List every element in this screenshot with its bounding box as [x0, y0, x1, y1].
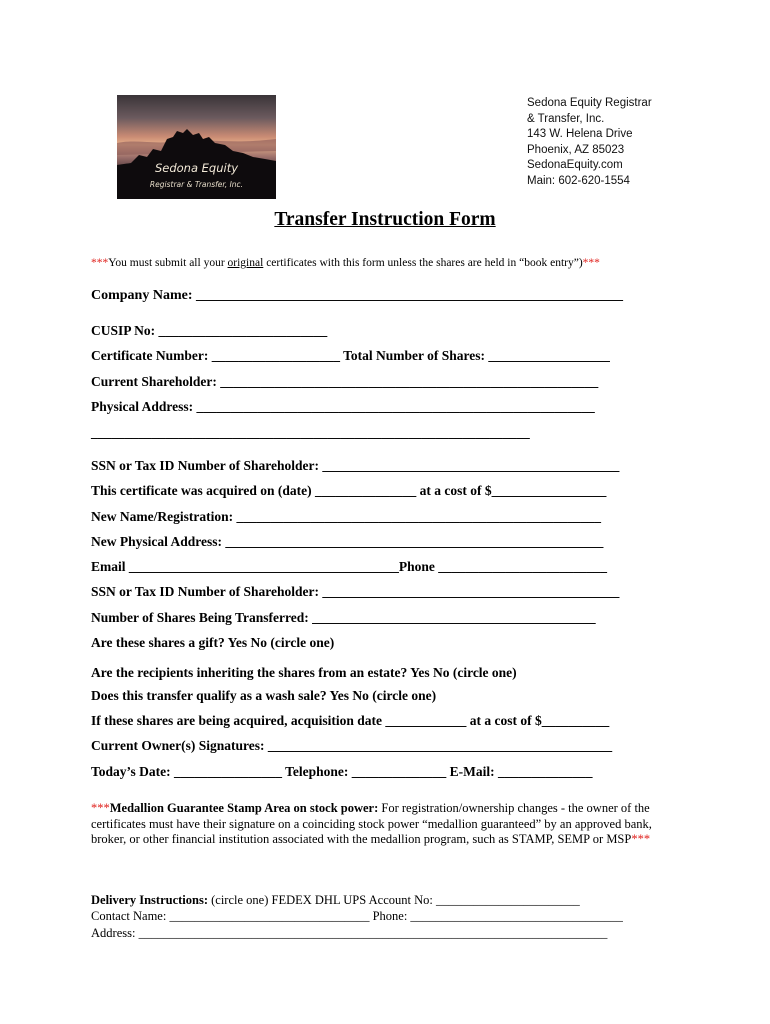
delivery-label: Delivery Instructions: — [91, 893, 208, 907]
current-shareholder-field[interactable]: Current Shareholder: ________________________________________________________ — [91, 374, 599, 389]
acquired-date-field[interactable]: This certificate was acquired on (date) _______________ at a cost of $_________________ — [91, 483, 607, 498]
gift-question[interactable]: Are these shares a gift? Yes No (circle one) — [91, 635, 335, 650]
address-line: Phoenix, AZ 85023 — [527, 143, 625, 156]
acquisition-date-field[interactable]: If these shares are being acquired, acquisition date ____________ at a cost of $__________ — [91, 713, 610, 728]
page-title: Transfer Instruction Form — [274, 209, 496, 230]
contact-name-field[interactable]: Contact Name: ________________________________ Phone: __________________________________ — [91, 909, 623, 923]
shares-transferred-field[interactable]: Number of Shares Being Transferred: __________________________________________ — [91, 610, 596, 625]
address-line: SedonaEquity.com — [527, 159, 623, 171]
physical-address-field[interactable]: Physical Address: ___________________________________________________________ — [91, 399, 595, 414]
cusip-field[interactable]: CUSIP No: _________________________ — [91, 323, 328, 338]
email-phone-field[interactable]: Email ________________________________________Phone _________________________ — [91, 559, 608, 574]
estate-question[interactable]: Are the recipients inheriting the shares from an estate? Yes No (circle one) — [91, 665, 517, 680]
logo-subtitle: Registrar & Transfer, Inc. — [149, 180, 244, 189]
medallion-stars: *** — [631, 832, 651, 846]
company-address — [527, 96, 652, 189]
delivery-options[interactable]: (circle one) FEDEX DHL UPS Account No: _______________________ — [208, 893, 580, 907]
medallion-text: For registration/ownership changes - the owner of the certificates must have their signature on a coinciding stock power “medallion guaranteed” by an approved bank, broker, or other financial institution associated with the medallion program, such as STAMP, SEMP or MSP — [91, 801, 652, 846]
medallion-heading: Medallion Guarantee Stamp Area on stock power: — [109, 801, 379, 815]
address-line: & Transfer, Inc. — [527, 112, 605, 125]
notice-post: certificates with this form unless the shares are held in “book entry”) — [263, 257, 583, 269]
date-telephone-email-field[interactable]: Today’s Date: ________________ Telephone: ______________ E-Mail: ______________ — [91, 764, 593, 779]
delivery-address-field[interactable]: Address: ___________________________________________________________________________ — [91, 926, 608, 940]
notice-underlined: original — [227, 257, 264, 269]
company-logo — [117, 95, 276, 199]
physical-address-continued-field[interactable]: _________________________________________________________________ — [91, 425, 530, 440]
notice-stars: *** — [91, 257, 109, 269]
medallion-paragraph — [91, 801, 671, 848]
new-address-field[interactable]: New Physical Address: ________________________________________________________ — [91, 534, 604, 549]
address-line: Main: 602-620-1554 — [527, 174, 630, 187]
medallion-stars: *** — [91, 801, 110, 815]
wash-sale-question[interactable]: Does this transfer qualify as a wash sale? Yes No (circle one) — [91, 688, 437, 703]
certificate-number-field[interactable]: Certificate Number: ___________________ Total Number of Shares: __________________ — [91, 348, 610, 363]
ssn-field[interactable]: SSN or Tax ID Number of Shareholder: ____________________________________________ — [91, 458, 620, 473]
logo-name: Sedona Equity — [154, 161, 239, 175]
address-line: 143 W. Helena Drive — [527, 128, 633, 140]
notice-stars: *** — [582, 257, 600, 269]
address-line: Sedona Equity Registrar — [527, 97, 652, 109]
new-ssn-field[interactable]: SSN or Tax ID Number of Shareholder: ____________________________________________ — [91, 584, 620, 599]
new-name-field[interactable]: New Name/Registration: ______________________________________________________ — [91, 509, 601, 524]
delivery-instructions[interactable] — [91, 893, 580, 908]
company-name-field[interactable]: Company Name: _____________________________________________________________ — [91, 288, 623, 303]
signatures-field[interactable]: Current Owner(s) Signatures: ___________________________________________________ — [91, 738, 613, 753]
notice-pre: You must submit all your — [108, 257, 228, 269]
notice-text — [91, 257, 600, 269]
